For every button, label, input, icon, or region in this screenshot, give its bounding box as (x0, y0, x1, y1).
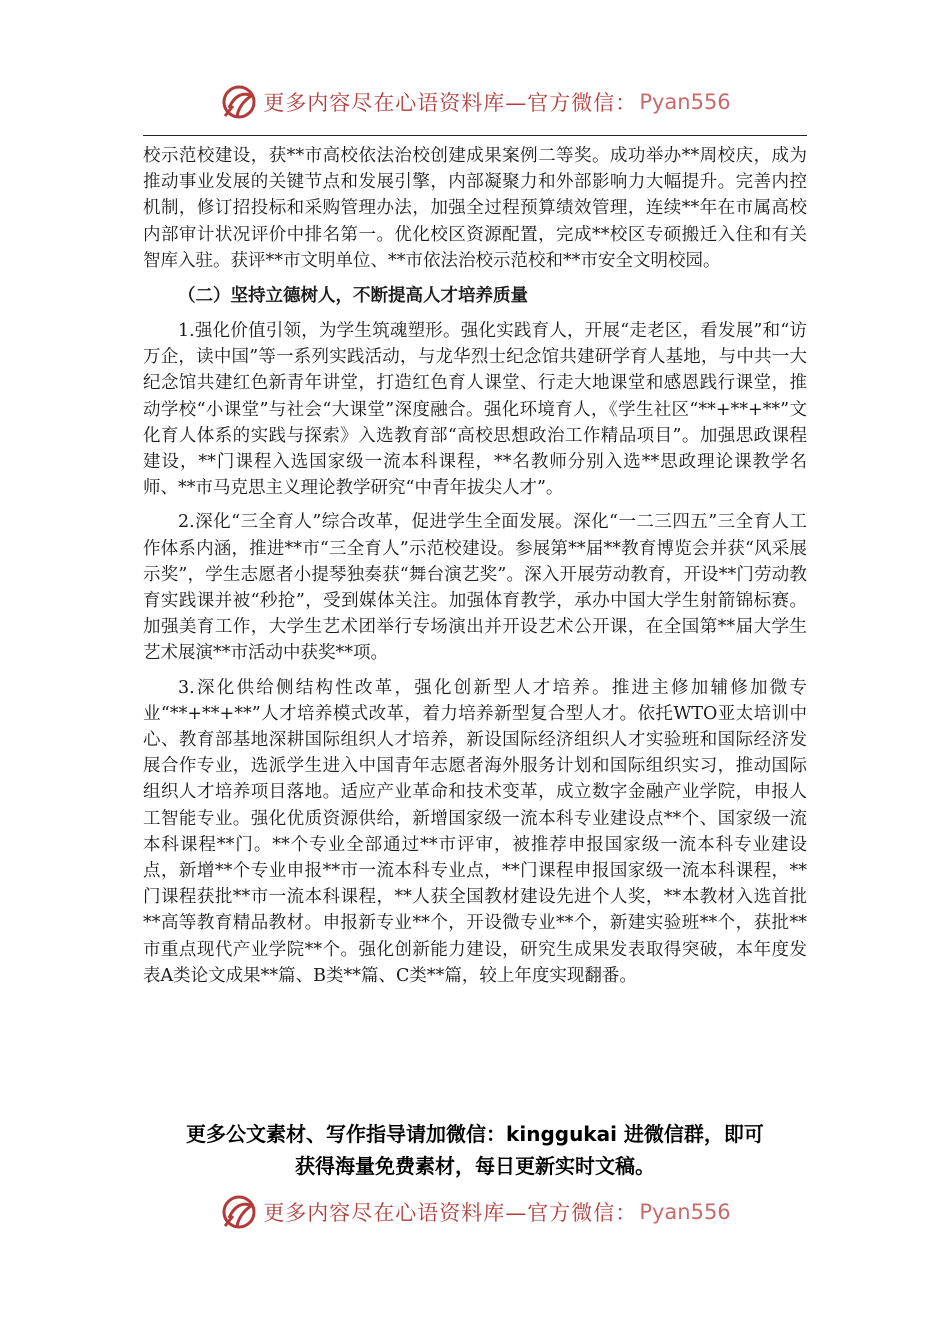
watermark-text: 更多内容尽在心语资料库—官方微信： (263, 91, 638, 115)
document-body (143, 143, 807, 989)
section-heading: （二）坚持立德树人，不断提高人才培养质量 (178, 286, 528, 307)
paragraph-2: 2.深化“三全育人”综合改革，促进学生全面发展。深化“一二三四五”三全育人工作体系内涵，推进**市“三全育人”示范校建设。参展第**届**教育博览会并获“风采展示奖”，学生志愿者小提琴独奏获“舞台演艺奖”。深入开展劳动教育，开设**门劳动教育实践课并被“秒抢”，受到媒体关注。加强体育教学，承办中国大学生射箭锦标赛。加强美育工作，大学生艺术团举行专场演出并开设艺术公开课，在全国第**届大学生艺术展演**市活动中获奖**项。 (143, 512, 807, 664)
ribbon-logo-icon (219, 1192, 259, 1232)
intro-paragraph: 校示范校建设，获**市高校依法治校创建成果案例二等奖。成功举办**周校庆，成为推动事业发展的关键节点和发展引擎，内部凝聚力和外部影响力大幅提升。完善内控机制，修订招投标和采购管理办法，加强全过程预算绩效管理，连续**年在市属高校内部审计状况评价中排名第一。优化校区资源配置，完成**校区专硕搬迁入住和有关智库入驻。获评**市文明单位、**市依法治校示范校和**市安全文明校园。 (143, 146, 807, 271)
promo-banner (143, 1118, 807, 1182)
watermark-handle: Pyan556 (639, 90, 731, 114)
paragraph-3: 3.深化供给侧结构性改革，强化创新型人才培养。推进主修加辅修加微专业“**+**+**”人才培养模式改革，着力培养新型复合型人才。依托WTO亚太培训中心、教育部基地深耕国际组织人才培养，新设国际经济组织人才实验班和国际经济发展合作专业，选派学生进入中国青年志愿者海外服务计划和国际组织实习，推动国际组织人才培养项目落地。适应产业革命和技术变革，成立数字金融产业学院，申报人工智能专业。强化优质资源供给，新增国家级一流本科专业建设点**个、国家级一流本科课程**门。**个专业全部通过**市评审，被推荐申报国家级一流本科专业建设点，新增**个专业申报**市一流本科专业点，**门课程申报国家级一流本科课程，**门课程获批**市一流本科课程，**人获全国教材建设先进个人奖，**本教材入选首批**高等教育精品教材。申报新专业**个，开设微专业**个，新建实验班**个，获批**市重点现代产业学院**个。强化创新能力建设，研究生成果发表取得突破，本年度发表A类论文成果**篇、B类**篇、C类**篇，较上年度实现翻番。 (143, 677, 807, 986)
header-watermark (0, 80, 950, 124)
paragraph-1: 1.强化价值引领，为学生筑魂塑形。强化实践育人，开展“走老区，看发展”和“访万企，读中国”等一系列实践活动，与龙华烈士纪念馆共建研学育人基地，与中共一大纪念馆共建红色新青年讲堂，打造红色育人课堂、行走大地课堂和感恩践行课堂，推动学校“小课堂”与社会“大课堂”深度融合。强化环境育人，《学生社区“**+**+**”文化育人体系的实践与探索》入选教育部“高校思想政治工作精品项目”。加强思政课程建设，**门课程入选国家级一流本科课程，**名教师分别入选**思政理论课教学名师、**市马克思主义理论教学研究“中青年拔尖人才”。 (143, 321, 807, 499)
watermark-text: 更多内容尽在心语资料库—官方微信： (263, 1201, 638, 1225)
header-divider (143, 135, 807, 136)
footer-watermark (0, 1190, 950, 1234)
ribbon-logo-icon (219, 82, 259, 122)
watermark-handle: Pyan556 (639, 1200, 731, 1224)
promo-line-1: 更多公文素材、写作指导请加微信：kinggukai 进微信群，即可 (186, 1122, 764, 1146)
promo-line-2: 获得海量免费素材，每日更新实时文稿。 (295, 1154, 655, 1178)
